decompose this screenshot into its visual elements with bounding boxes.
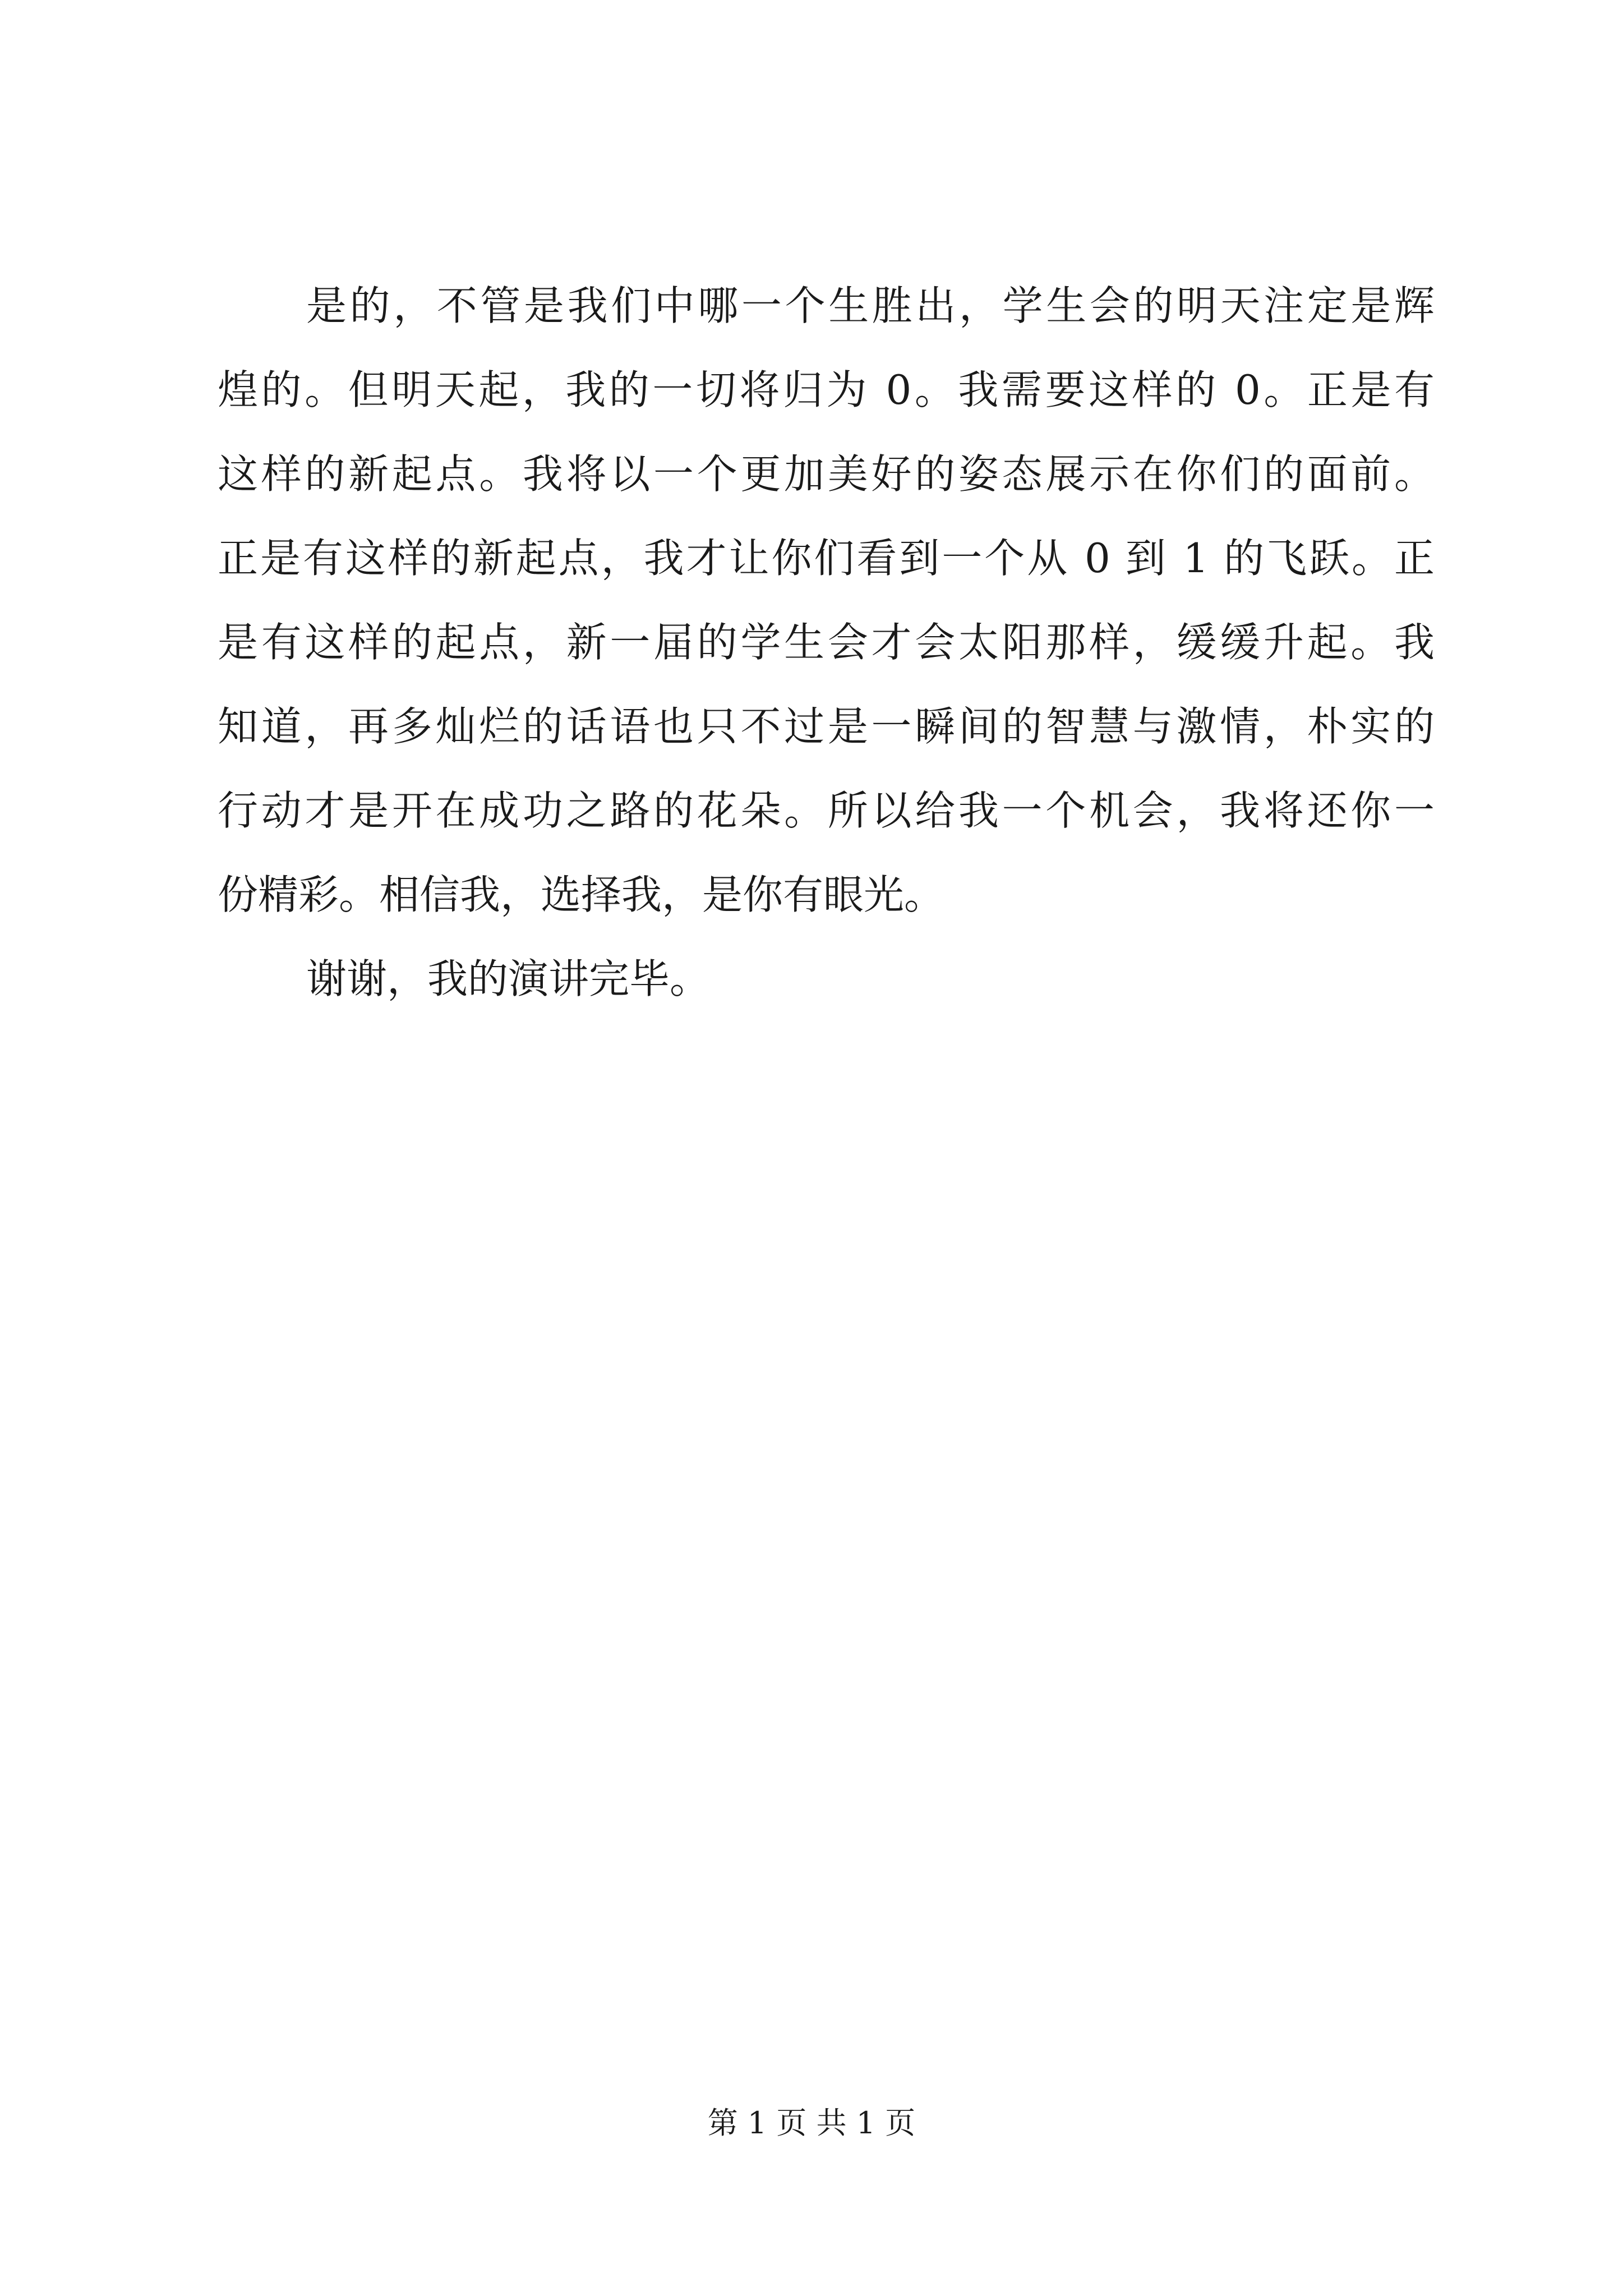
paragraph-line: 是有这样的起点，新一届的学生会才会太阳那样，缓缓升起。我 <box>218 619 1435 666</box>
paragraph-line: 知道，再多灿烂的话语也只不过是一瞬间的智慧与激情，朴实的 <box>218 703 1435 750</box>
paragraph-line: 这样的新起点。我将以一个更加美好的姿态展示在你们的面前。 <box>218 450 1435 498</box>
paragraph-line: 煌的。但明天起，我的一切将归为 0。我需要这样的 0。正是有 <box>218 366 1435 413</box>
paragraph-line: 行动才是开在成功之路的花朵。所以给我一个机会，我将还你一 <box>218 787 1435 834</box>
closing-line: 谢谢，我的演讲完毕。 <box>306 955 711 1002</box>
speech-body <box>218 264 1435 1021</box>
paragraph-line: 是的，不管是我们中哪一个生胜出，学生会的明天注定是辉 <box>306 282 1435 329</box>
paragraph-line: 份精彩。相信我，选择我，是你有眼光。 <box>218 871 945 918</box>
page-footer: 第 1 页 共 1 页 <box>707 2105 916 2141</box>
paragraph-line: 正是有这样的新起点，我才让你们看到一个从 0 到 1 的飞跃。正 <box>218 535 1435 582</box>
